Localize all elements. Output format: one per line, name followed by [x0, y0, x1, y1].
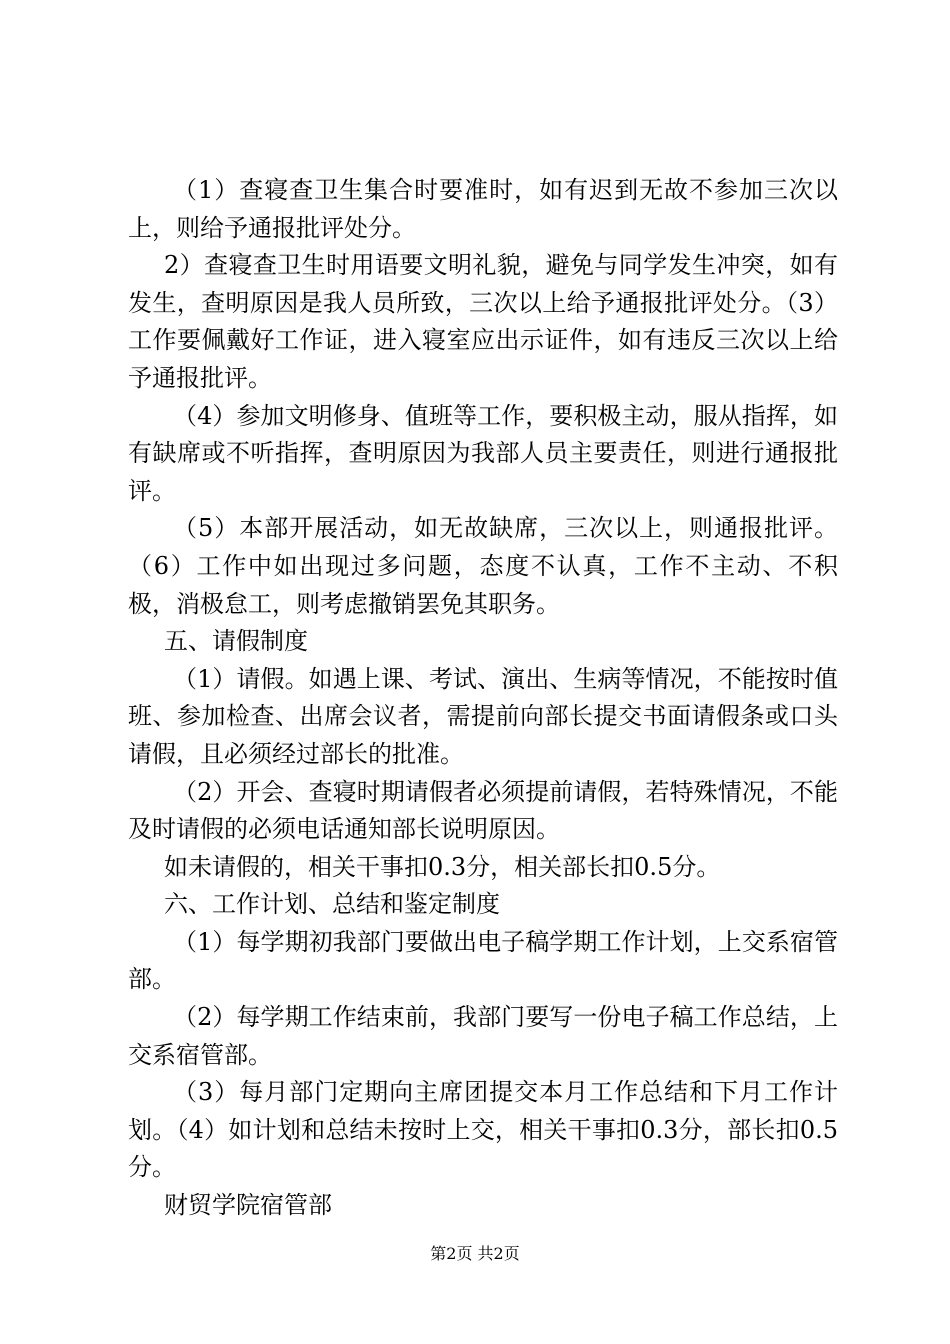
paragraph-12: （3）每月部门定期向主席团提交本月工作总结和下月工作计划。（4）如计划和总结未按时上交，相关干事扣0.3分，部长扣0.5分。 [128, 1078, 838, 1182]
document-body [128, 172, 838, 1225]
paragraph-6: （1）请假。如遇上课、考试、演出、生病等情况，不能按时值班、参加检查、出席会议者，需提前向部长提交书面请假条或口头请假，且必须经过部长的批准。 [128, 664, 838, 768]
paragraph-10: （1）每学期初我部门要做出电子稿学期工作计划，上交系宿管部。 [128, 927, 838, 994]
paragraph-7: （2）开会、查寝时期请假者必须提前请假，若特殊情况，不能及时请假的必须电话通知部长说明原因。 [128, 777, 838, 844]
page-footer [0, 1244, 950, 1264]
paragraph-2: 2）查寝查卫生时用语要文明礼貌，避免与同学发生冲突，如有发生，查明原因是我人员所致，三次以上给予通报批评处分。（3）工作要佩戴好工作证，进入寝室应出示证件，如有违反三次以上给予通报批评。 [128, 251, 838, 392]
paragraph-11: （2）每学期工作结束前，我部门要写一份电子稿工作总结，上交系宿管部。 [128, 1003, 838, 1069]
paragraph-1: （1）查寝查卫生集合时要准时，如有迟到无故不参加三次以上，则给予通报批评处分。 [128, 176, 838, 242]
page-number-label: 第2页 共2页 [430, 1244, 520, 1263]
section-heading-leave: 五、请假制度 [164, 627, 308, 656]
paragraph-8: 如未请假的，相关干事扣0.3分，相关部长扣0.5分。 [164, 852, 721, 881]
section-heading-plan: 六、工作计划、总结和鉴定制度 [164, 890, 500, 919]
paragraph-4: （5）本部开展活动，如无故缺席，三次以上，则通报批评。（6）工作中如出现过多问题，态度不认真，工作不主动、不积极，消极怠工，则考虑撤销罢免其职务。 [128, 514, 838, 618]
signature-line: 财贸学院宿管部 [164, 1191, 332, 1220]
paragraph-3: （4）参加文明修身、值班等工作，要积极主动，服从指挥，如有缺席或不听指挥，查明原因为我部人员主要责任，则进行通报批评。 [128, 401, 838, 505]
